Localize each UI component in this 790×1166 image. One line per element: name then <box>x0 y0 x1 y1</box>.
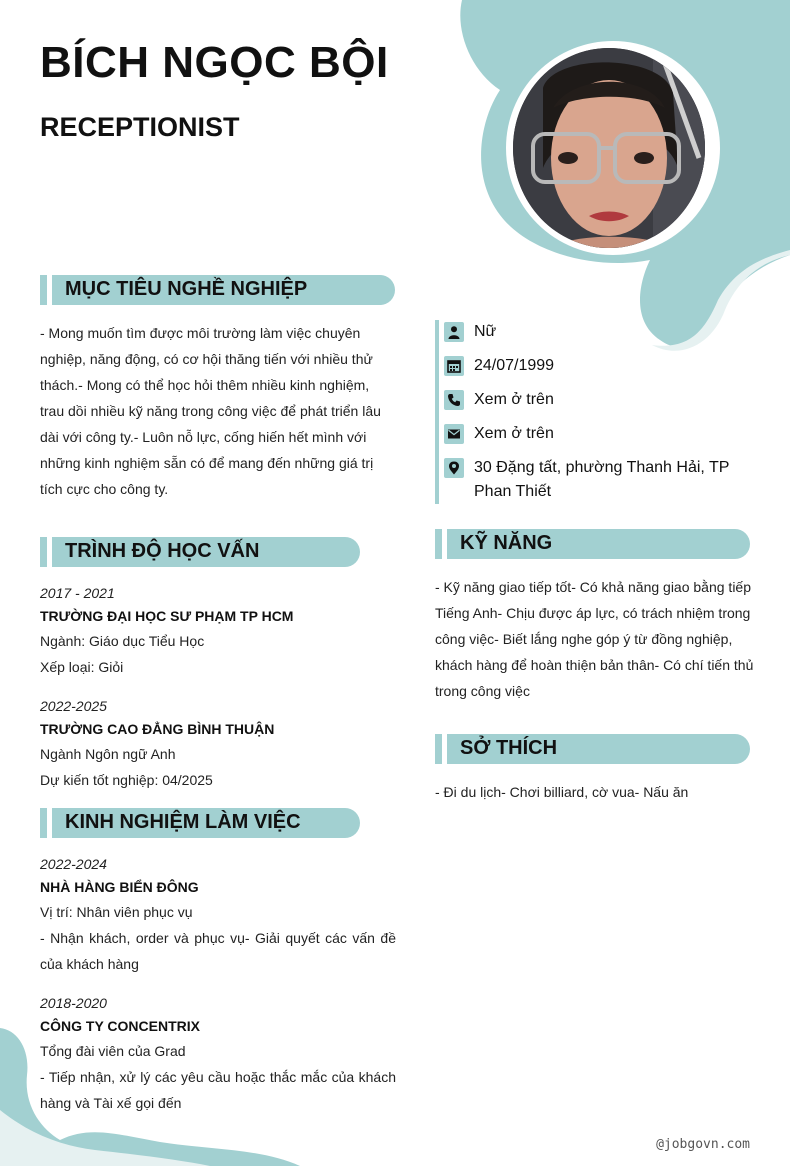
phone-icon <box>444 390 464 410</box>
objective-heading <box>40 275 395 305</box>
contact-address-value: 30 Đặng tất, phường Thanh Hải, TP Phan Thiết <box>474 459 730 500</box>
skills-line: trong công việc <box>435 683 530 699</box>
contact-birthdate <box>444 354 744 378</box>
objective-line: nghiệp, năng động, có cơ hội thăng tiến với nhiều thử <box>40 351 373 367</box>
skills-line: công việc- Biết lắng nghe góp ý từ đồng nghiệp, <box>435 631 733 647</box>
education-school: TRƯỜNG CAO ĐẲNG BÌNH THUẬN <box>40 721 275 737</box>
hobbies-text: - Đi du lịch- Chơi billiard, cờ vua- Nấu ăn <box>435 784 689 800</box>
experience-company: NHÀ HÀNG BIỂN ĐÔNG <box>40 879 199 895</box>
skills-heading-label: KỸ NĂNG <box>460 532 553 554</box>
contact-phone-value: Xem ở trên <box>474 391 554 408</box>
skills-line: Tiếng Anh- Chịu được áp lực, có trách nhiệm trong <box>435 605 751 621</box>
watermark: @jobgovn.com <box>656 1137 750 1152</box>
education-entry <box>40 582 396 680</box>
profile-photo <box>513 48 705 248</box>
contact-gender-value: Nữ <box>474 323 497 340</box>
education-heading-label: TRÌNH ĐỘ HỌC VẤN <box>65 540 260 562</box>
job-title: RECEPTIONIST <box>40 112 240 142</box>
objective-line: dài với công ty.- Luôn nỗ lực, cống hiến hết mình với <box>40 429 367 445</box>
objective-text <box>40 320 396 502</box>
experience-period: 2018-2020 <box>40 995 107 1011</box>
education-major: Ngành: Giáo dục Tiểu Học <box>40 633 205 649</box>
person-icon <box>444 322 464 342</box>
hobbies-heading-label: SỞ THÍCH <box>460 737 558 759</box>
contact-email <box>444 422 744 446</box>
education-detail: Xếp loại: Giỏi <box>40 659 124 675</box>
skills-text <box>435 574 755 704</box>
education-period: 2022-2025 <box>40 698 107 714</box>
hobbies-heading <box>435 734 750 764</box>
calendar-icon <box>444 356 464 376</box>
skills-heading <box>435 529 750 559</box>
experience-position: Vị trí: Nhân viên phục vụ <box>40 904 193 920</box>
contact-accent-bar <box>435 320 439 504</box>
experience-heading-label: KINH NGHIỆM LÀM VIỆC <box>65 811 301 833</box>
experience-period: 2022-2024 <box>40 856 107 872</box>
experience-heading <box>40 808 360 838</box>
skills-line: - Kỹ năng giao tiếp tốt- Có khả năng giao bằng tiếp <box>435 579 751 595</box>
skills-line: khách hàng để hoàn thiện bản thân- Có chí tiến thủ <box>435 657 754 673</box>
experience-position: Tổng đài viên của Grad <box>40 1043 186 1059</box>
candidate-name: BÍCH NGỌC BỘI <box>40 38 389 87</box>
objective-line: thách.- Mong có thể học hỏi thêm nhiều kinh nghiệm, <box>40 377 370 393</box>
experience-description: - Nhận khách, order và phục vụ- Giải quyết các vấn đề của khách hàng <box>40 930 396 972</box>
email-icon <box>444 424 464 444</box>
experience-description: - Tiếp nhận, xử lý các yêu cầu hoặc thắc mắc của khách hàng và Tài xế gọi đến <box>40 1069 396 1111</box>
education-period: 2017 - 2021 <box>40 585 115 601</box>
objective-line: - Mong muốn tìm được môi trường làm việc chuyên <box>40 325 361 341</box>
objective-heading-label: MỤC TIÊU NGHỀ NGHIỆP <box>65 278 308 300</box>
experience-entry <box>40 853 396 977</box>
education-school: TRƯỜNG ĐẠI HỌC SƯ PHẠM TP HCM <box>40 608 294 624</box>
education-entry <box>40 695 396 793</box>
experience-entry <box>40 992 396 1116</box>
contact-email-value: Xem ở trên <box>474 425 554 442</box>
contact-birthdate-value: 24/07/1999 <box>474 357 555 374</box>
objective-line: tích cực cho công ty. <box>40 481 169 497</box>
education-heading <box>40 537 360 567</box>
contact-gender <box>444 320 744 344</box>
education-major: Ngành Ngôn ngữ Anh <box>40 746 176 762</box>
objective-line: trau dồi nhiều kỹ năng trong công việc để phát triển lâu <box>40 403 381 419</box>
objective-line: những kinh nghiệm sẵn có để mang đến những giá trị <box>40 455 374 471</box>
contact-phone <box>444 388 744 412</box>
location-icon <box>444 458 464 478</box>
contact-address <box>444 456 744 504</box>
experience-company: CÔNG TY CONCENTRIX <box>40 1018 200 1034</box>
education-detail: Dự kiến tốt nghiệp: 04/2025 <box>40 772 213 788</box>
